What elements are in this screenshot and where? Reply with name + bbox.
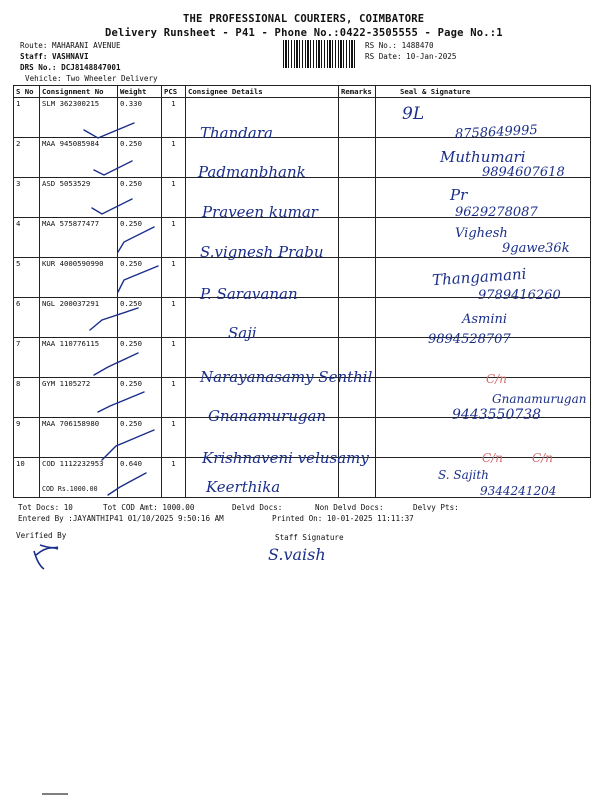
col-weight: Weight <box>118 86 162 98</box>
signature-hand: Asmini <box>462 312 508 327</box>
row-sno: 9 <box>14 418 40 458</box>
delvd-docs: Delvd Docs: <box>232 503 283 512</box>
row-sno: 8 <box>14 378 40 418</box>
row-weight: 0.250 <box>118 298 162 338</box>
col-consignee: Consignee Details <box>186 86 339 98</box>
col-consignment: Consignment No <box>40 86 118 98</box>
vehicle-label: Vehicle: Two Wheeler Delivery <box>25 74 158 83</box>
check-icon <box>98 392 144 412</box>
check-icon <box>94 353 138 375</box>
consignee-hand: Thandara <box>200 124 273 142</box>
check-icon <box>118 266 158 292</box>
phone-hand: 9344241204 <box>480 484 557 498</box>
signature-hand: Pr <box>450 186 468 204</box>
consignee-hand: Gnanamurugan <box>208 407 327 425</box>
row-pcs: 1 <box>162 378 186 418</box>
row-pcs: 1 <box>162 298 186 338</box>
non-delvd-docs: Non Delvd Docs: <box>315 503 384 512</box>
staff-signature-label: Staff Signature <box>275 533 344 542</box>
row-consignment: KUR 4000590990 <box>40 258 118 298</box>
row-weight: 0.250 <box>118 218 162 258</box>
row-consignment: GYM 1105272 <box>40 378 118 418</box>
row-consignment: MAA 575877477 <box>40 218 118 258</box>
consignee-hand: Keerthika <box>206 478 281 496</box>
remark-mark: C/n <box>482 451 503 465</box>
row-consignment: SLM 362300215 <box>40 98 118 138</box>
signature-hand: Thangamani <box>431 264 527 290</box>
staff-label: Staff: VASHNAVI <box>20 52 89 61</box>
row-pcs: 1 <box>162 218 186 258</box>
company-title: THE PROFESSIONAL COURIERS, COIMBATORE <box>183 13 425 25</box>
row-weight: 0.250 <box>118 418 162 458</box>
phone-hand: 8758649995 <box>454 122 539 143</box>
remark-mark: C/n <box>532 451 553 465</box>
printed-on: Printed On: 10-01-2025 11:11:37 <box>272 514 414 523</box>
row-sno: 7 <box>14 338 40 378</box>
verified-by-label: Verified By <box>16 531 67 540</box>
check-icon <box>108 473 146 495</box>
phone-hand: 9gawe36k <box>502 241 570 256</box>
consignee-hand: Praveen kumar <box>202 203 318 221</box>
row-pcs: 1 <box>162 458 186 498</box>
row-weight: 0.250 <box>118 378 162 418</box>
signature-hand: Muthumari <box>440 148 526 166</box>
row-consignment: MAA 110776115 <box>40 338 118 378</box>
signature-hand: S. Sajith <box>438 468 489 482</box>
row-sno: 2 <box>14 138 40 178</box>
row-consignment: ASD 5053529 <box>40 178 118 218</box>
row-consignment: NGL 200037291 <box>40 298 118 338</box>
phone-hand: 9629278087 <box>455 205 538 220</box>
signature-hand: Vighesh <box>455 226 508 241</box>
row-sno: 10 <box>14 458 40 498</box>
row-pcs: 1 <box>162 338 186 378</box>
scan-mark <box>40 790 70 798</box>
consignee-hand: Padmanbhank <box>198 163 306 181</box>
row-weight: 0.250 <box>118 338 162 378</box>
cod-note: COD Rs.1000.00 <box>42 485 98 493</box>
check-icon <box>84 123 134 138</box>
consignee-hand: P. Saravanan <box>200 285 298 303</box>
rs-date: RS Date: 10-Jan-2025 <box>365 52 457 61</box>
entered-by: Entered By :JAYANTHIP41 01/10/2025 9:50:16 AM <box>18 514 224 523</box>
row-pcs: 1 <box>162 98 186 138</box>
staff-signature-hand: S.vaish <box>268 545 326 564</box>
row-consignment: MAA 945085984 <box>40 138 118 178</box>
row-weight: 0.330 <box>118 98 162 138</box>
remark-mark: C/n <box>486 372 507 386</box>
row-pcs: 1 <box>162 138 186 178</box>
check-icon <box>90 308 138 330</box>
phone-hand: 9894528707 <box>428 332 511 347</box>
check-icon <box>94 161 132 175</box>
row-sno: 4 <box>14 218 40 258</box>
row-consignment: COD 1112232953 COD Rs.1000.00 <box>40 458 118 498</box>
signature-hand: 9L <box>402 104 425 124</box>
runsheet-title: Delivery Runsheet - P41 - Phone No.:0422-3505555 - Page No.:1 <box>105 27 503 39</box>
phone-hand: 9789416260 <box>478 288 561 303</box>
row-weight: 0.250 <box>118 138 162 178</box>
col-signature: Seal & Signature <box>376 86 591 98</box>
rs-number: RS No.: 1488470 <box>365 41 434 50</box>
check-icon <box>102 430 154 460</box>
row-sno: 3 <box>14 178 40 218</box>
col-remarks: Remarks <box>339 86 376 98</box>
row-sno: 1 <box>14 98 40 138</box>
delvy-pts: Delvy Pts: <box>413 503 459 512</box>
drs-number: DRS No.: DCJ8148847001 <box>20 63 121 72</box>
row-sno: 5 <box>14 258 40 298</box>
row-pcs: 1 <box>162 258 186 298</box>
tot-docs: Tot Docs: 10 <box>18 503 73 512</box>
route-label: Route: MAHARANI AVENUE <box>20 41 121 50</box>
phone-hand: 9443550738 <box>452 407 542 423</box>
row-sno: 6 <box>14 298 40 338</box>
consignee-hand: Krishnaveni velusamy <box>202 449 369 467</box>
verified-signature-icon <box>30 541 64 571</box>
phone-hand: 9894607618 <box>482 165 565 180</box>
check-icon <box>118 227 154 252</box>
row-weight: 0.640 <box>118 458 162 498</box>
col-pcs: PCS <box>162 86 186 98</box>
consignee-hand: Narayanasamy Senthil <box>200 368 373 386</box>
tot-cod-amt: Tot COD Amt: 1000.00 <box>103 503 195 512</box>
row-weight: 0.250 <box>118 258 162 298</box>
consignee-hand: S.vignesh Prabu <box>200 243 324 261</box>
consignee-hand: Saji <box>228 324 257 342</box>
row-consignment: MAA 706158980 <box>40 418 118 458</box>
check-icon <box>92 199 132 214</box>
row-weight: 0.250 <box>118 178 162 218</box>
row-pcs: 1 <box>162 178 186 218</box>
row-pcs: 1 <box>162 418 186 458</box>
signature-hand: Gnanamurugan <box>492 392 587 406</box>
col-sno: S No <box>14 86 40 98</box>
